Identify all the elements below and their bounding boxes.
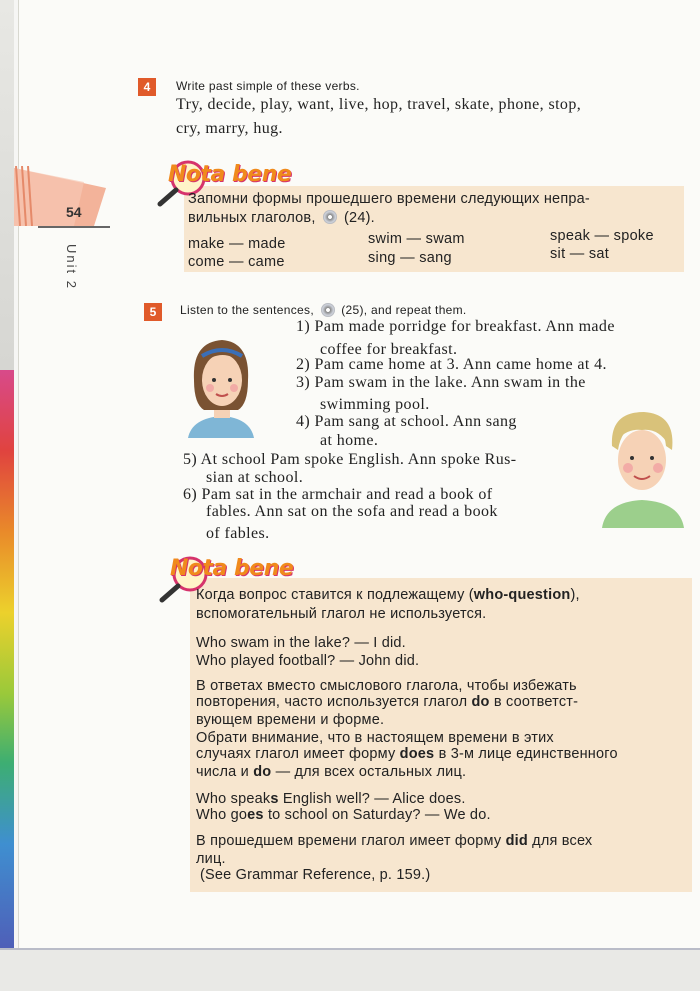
exercise-4-number: 4 bbox=[138, 78, 156, 96]
nb2-example-3-start: Who speak bbox=[196, 791, 271, 807]
ex5-line-3: 3) Pam swam in the lake. Ann swam in the bbox=[296, 374, 586, 391]
ex5-line-1b: coffee for breakfast. bbox=[320, 341, 458, 358]
ex5-line-1: 1) Pam made porridge for breakfast. Ann made bbox=[296, 318, 615, 335]
nb2-p3-line1: Обрати внимание, что в настоящем времени в этих bbox=[196, 730, 554, 746]
nb2-p2-line3: вующем времени и форме. bbox=[196, 712, 385, 728]
nb2-example-3-end: English well? — Alice does. bbox=[282, 791, 466, 807]
nb2-p1-line2: вспомогательный глагол не используется. bbox=[196, 606, 487, 622]
ex5-line-4b: at home. bbox=[320, 432, 379, 449]
exercise-4-instruction: Write past simple of these verbs. bbox=[176, 79, 360, 93]
nb2-do-term-2: do bbox=[253, 764, 272, 780]
nb2-p4-line1-text: В прошедшем времени глагол имеет форму bbox=[196, 833, 502, 849]
nb2-p3-line3 bbox=[196, 763, 466, 781]
nb2-grammar-reference: (See Grammar Reference, p. 159.) bbox=[200, 867, 431, 883]
ex5-line-6: 6) Pam sat in the armchair and read a book of bbox=[183, 486, 493, 503]
page-number: 54 bbox=[66, 204, 82, 220]
nb2-p3-line2-text: случаях глагол имеет форму bbox=[196, 746, 396, 762]
nb1-line1: Запомни формы прошедшего времени следующих непра- bbox=[188, 191, 590, 207]
ex5-line-6b: fables. Ann sat on the sofa and read a book bbox=[206, 503, 498, 520]
exercise-5-instruction bbox=[180, 303, 467, 317]
page-edge-spectrum bbox=[0, 370, 14, 948]
scan-bottom-strip bbox=[0, 948, 700, 991]
nb2-example-4 bbox=[196, 806, 491, 824]
boy-illustration bbox=[602, 406, 684, 528]
page-edge-top bbox=[0, 0, 14, 370]
nb2-p1-line1 bbox=[196, 586, 580, 604]
ex5-line-6c: of fables. bbox=[206, 525, 270, 542]
ex5-line-3b: swimming pool. bbox=[320, 396, 430, 413]
nb2-p2-line2 bbox=[196, 693, 578, 711]
nb2-example-1: Who swam in the lake? — I did. bbox=[196, 635, 406, 651]
nb2-who-question-term: who-question bbox=[473, 587, 571, 603]
exercise-4-verbs-line1: Try, decide, play, want, live, hop, travel, skate, phone, stop, bbox=[176, 96, 582, 113]
exercise-4-verbs-line2: cry, marry, hug. bbox=[176, 120, 283, 137]
exercise-5-instruction-track: (25), and repeat them. bbox=[341, 303, 467, 317]
nb1-line2 bbox=[188, 209, 375, 227]
exercise-5-number: 5 bbox=[144, 303, 162, 321]
nb2-does-term: does bbox=[399, 746, 435, 762]
page-tab-rule bbox=[38, 226, 110, 228]
nb2-p2-line2-end: в соответст- bbox=[493, 694, 579, 710]
verb-pair-swim: swim — swam bbox=[368, 231, 465, 247]
verb-pair-sit: sit — sat bbox=[550, 246, 610, 262]
nota-bene-2-title bbox=[170, 556, 293, 588]
verb-pair-sing: sing — sang bbox=[368, 250, 452, 266]
nb2-example-4-suffix: es bbox=[247, 807, 264, 823]
nb2-do-term: do bbox=[471, 694, 490, 710]
nb2-p2-line2-text: повторения, часто используется глагол bbox=[196, 694, 468, 710]
nb2-p4-line1 bbox=[196, 832, 592, 850]
nb2-p3-line2 bbox=[196, 745, 618, 763]
nb2-p1-line1-end: ), bbox=[570, 587, 580, 603]
nb2-example-4-end: to school on Saturday? — We do. bbox=[267, 807, 491, 823]
nb2-did-term: did bbox=[505, 833, 528, 849]
exercise-5-instruction-text: Listen to the sentences, bbox=[180, 303, 314, 317]
nb1-line2-text: вильных глаголов, bbox=[188, 210, 316, 226]
cd-icon bbox=[323, 210, 337, 224]
nb2-p1-line1-text: Когда вопрос ставится к подлежащему ( bbox=[196, 587, 474, 603]
nb2-p3-line3-end: — для всех остальных лиц. bbox=[275, 764, 467, 780]
unit-label: Unit 2 bbox=[64, 244, 79, 290]
nb2-p4-line1-end: для всех bbox=[532, 833, 593, 849]
nb2-example-4-start: Who go bbox=[196, 807, 248, 823]
cd-icon bbox=[321, 303, 335, 317]
nb1-line2-track: (24). bbox=[344, 210, 375, 226]
verb-pair-make: make — made bbox=[188, 236, 286, 252]
nb2-p4-line2: лиц. bbox=[196, 851, 226, 867]
nota-bene-2-title-text: Nota bene bbox=[170, 556, 294, 581]
nb2-example-3-suffix: s bbox=[270, 791, 279, 807]
verb-pair-speak: speak — spoke bbox=[550, 228, 654, 244]
page-tab-graphic bbox=[14, 166, 106, 226]
nota-bene-1-title-text: Nota bene bbox=[168, 162, 292, 187]
nb2-p3-line3-text: числа и bbox=[196, 764, 249, 780]
girl-pam-illustration bbox=[188, 334, 254, 438]
ex5-line-4: 4) Pam sang at school. Ann sang bbox=[296, 413, 517, 430]
ex5-line-5: 5) At school Pam spoke English. Ann spoke Rus- bbox=[183, 451, 517, 468]
nb2-p2-line1: В ответах вместо смыслового глагола, чтобы избежать bbox=[196, 678, 577, 694]
ex5-line-2: 2) Pam came home at 3. Ann came home at 4. bbox=[296, 356, 607, 373]
verb-pair-come: come — came bbox=[188, 254, 285, 270]
ex5-line-5b: sian at school. bbox=[206, 469, 304, 486]
nb2-p3-line2-end: в 3-м лице единственного bbox=[438, 746, 618, 762]
nb2-example-2: Who played football? — John did. bbox=[196, 653, 420, 669]
